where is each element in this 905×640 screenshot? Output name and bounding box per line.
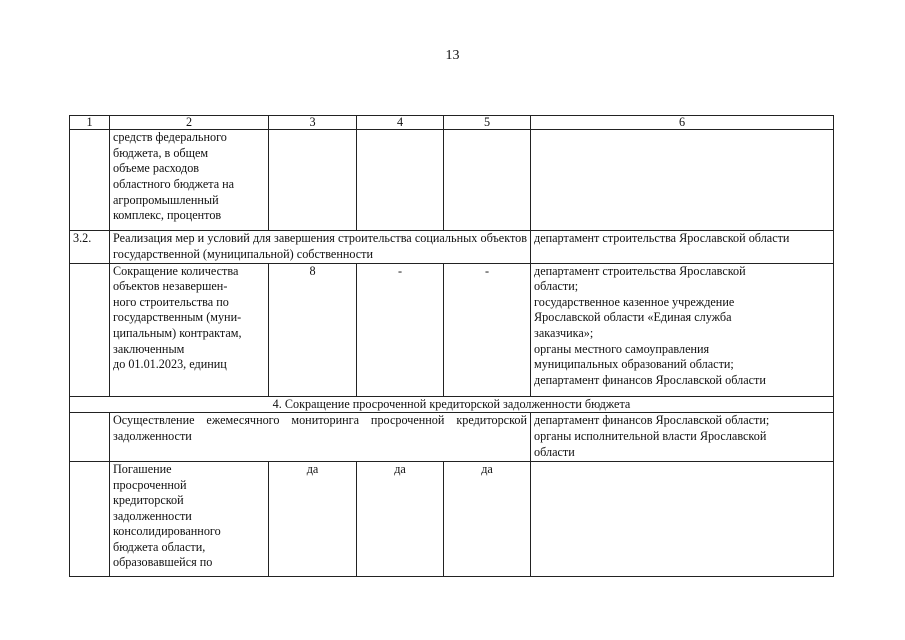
- table-row: [70, 130, 834, 231]
- indicator-name-cell: средств федерального бюджета, в общем объеме расходов областного бюджета на агропромышленный комплекс, процентов: [110, 130, 269, 231]
- measure-title-cell: Осуществление ежемесячного мониторинга просроченной кредиторской задолженности: [110, 413, 531, 461]
- table-row: [70, 461, 834, 576]
- value-cell-4: [357, 130, 444, 231]
- executor-cell: [531, 461, 834, 576]
- value-cell-3: [269, 130, 357, 231]
- table-row: [70, 263, 834, 396]
- table-header-row: [70, 116, 834, 130]
- executor-cell: департамент строительства Ярославской области: [531, 231, 834, 263]
- table-row: [70, 413, 834, 461]
- measures-table: [69, 115, 834, 577]
- row-number-cell: [70, 263, 110, 396]
- value-cell-3: 8: [269, 263, 357, 396]
- executor-cell: департамент строительства Ярославской области; государственное казенное учреждение Ярославской области «Единая служба заказчика»; органы местного самоуправления муниципальных образований области; департамент финансов Ярославской области: [531, 263, 834, 396]
- header-col-5: 5: [444, 116, 531, 130]
- value-cell-5: да: [444, 461, 531, 576]
- row-number-cell: [70, 130, 110, 231]
- header-col-4: 4: [357, 116, 444, 130]
- header-col-2: 2: [110, 116, 269, 130]
- value-cell-3: да: [269, 461, 357, 576]
- value-cell-4: -: [357, 263, 444, 396]
- value-cell-5: [444, 130, 531, 231]
- header-col-6: 6: [531, 116, 834, 130]
- header-col-1: 1: [70, 116, 110, 130]
- row-number-cell: 3.2.: [70, 231, 110, 263]
- row-number-cell: [70, 461, 110, 576]
- value-cell-4: да: [357, 461, 444, 576]
- value-cell-5: -: [444, 263, 531, 396]
- row-number-cell: [70, 413, 110, 461]
- indicator-name-cell: Погашение просроченной кредиторской задолженности консолидированного бюджета области, образовавшейся по: [110, 461, 269, 576]
- executor-cell: [531, 130, 834, 231]
- measure-title-cell: Реализация мер и условий для завершения строительства социальных объектов государственной (муниципальной) собственности: [110, 231, 531, 263]
- section-header-row: [70, 396, 834, 413]
- page-number: 13: [445, 48, 460, 63]
- section-title: 4. Сокращение просроченной кредиторской задолженности бюджета: [70, 396, 834, 413]
- table-row: [70, 231, 834, 263]
- indicator-name-cell: Сокращение количества объектов незавершен- ного строительства по государственным (муни- ципальным) контрактам, заключенным до 01.01.2023, единиц: [110, 263, 269, 396]
- executor-cell: департамент финансов Ярославской области; органы исполнительной власти Ярославской области: [531, 413, 834, 461]
- header-col-3: 3: [269, 116, 357, 130]
